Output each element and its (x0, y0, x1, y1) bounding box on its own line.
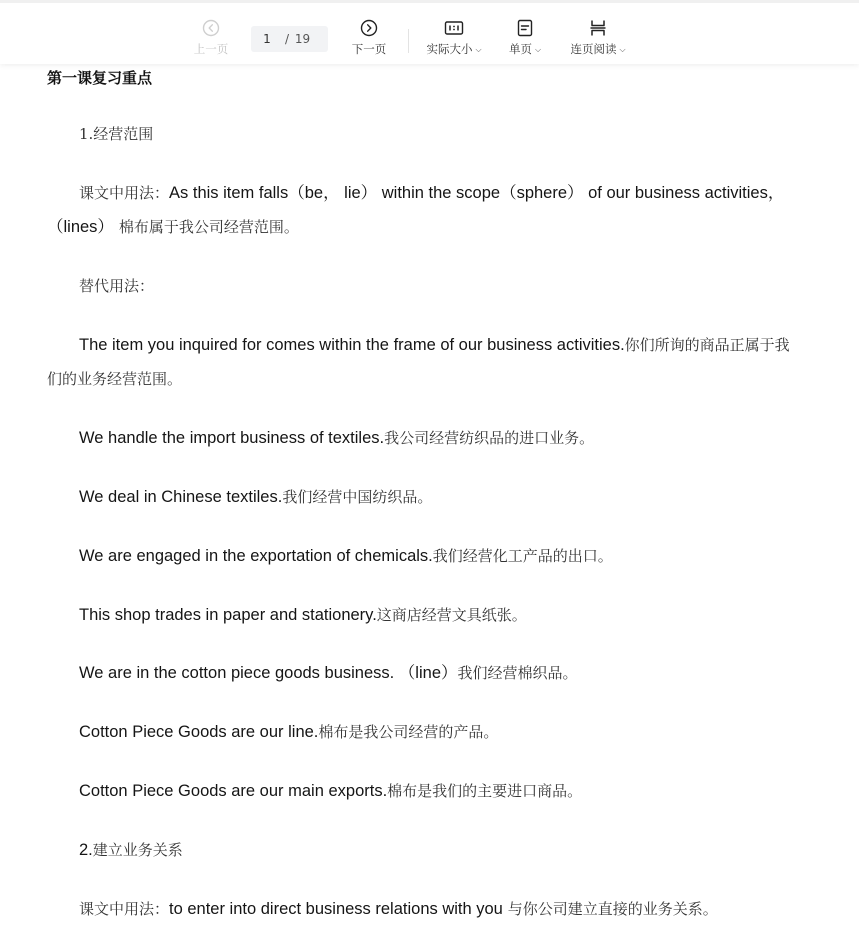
english-text: We are in the cotton piece goods business. （line） (79, 664, 458, 682)
example-sentence (47, 598, 792, 632)
chevron-right-circle-icon (360, 17, 378, 39)
page-separator: / 19 (285, 32, 311, 46)
example-sentence (47, 421, 792, 455)
chinese-text: 我们经营化工产品的出口。 (432, 547, 613, 565)
chinese-text: 与你公司建立直接的业务关系。 (507, 900, 718, 918)
chinese-text: 棉布是我公司经营的产品。 (318, 723, 499, 741)
document-page (0, 64, 859, 929)
actual-size-dropdown[interactable] (421, 17, 487, 61)
chinese-text: 你们所询的商品正属于我们的业务经营范围。 (47, 336, 790, 388)
english-text: We are engaged in the exportation of chemicals. (79, 547, 433, 565)
english-text: Cotton Piece Goods are our line. (79, 723, 319, 741)
single-page-label: 单页 (508, 42, 532, 56)
current-page-input[interactable]: 1 (263, 32, 271, 46)
actual-size-icon (444, 17, 464, 39)
continuous-reading-dropdown[interactable] (566, 17, 630, 61)
section-heading-1: 1.经营范围 (79, 125, 154, 143)
english-text: As this item falls（be， lie） within the scope（sphere） of our business activities，（lines） (47, 184, 785, 236)
english-text: We deal in Chinese textiles. (79, 488, 283, 506)
example-sentence (47, 539, 792, 573)
single-page-icon (516, 17, 534, 39)
chinese-text: 这商店经营文具纸张。 (376, 606, 527, 624)
chinese-text: 我公司经营纺织品的进口业务。 (384, 429, 595, 447)
single-page-dropdown[interactable] (505, 17, 545, 61)
english-text: Cotton Piece Goods are our main exports. (79, 782, 388, 800)
example-sentence (47, 715, 792, 749)
chinese-text: 我们经营棉织品。 (457, 664, 578, 682)
continuous-reading-label: 连页阅读 (570, 42, 617, 56)
chevron-left-circle-icon (202, 17, 220, 39)
section-heading-2: 2.建立业务关系 (79, 841, 183, 859)
textbook-usage-paragraph (47, 176, 792, 244)
usage-label: 课文中用法： (79, 900, 170, 918)
reader-toolbar (0, 0, 859, 64)
textbook-usage-paragraph (47, 892, 792, 926)
example-sentence (47, 774, 792, 808)
prev-page-label: 上一页 (193, 42, 229, 56)
english-text: This shop trades in paper and stationery. (79, 606, 377, 624)
usage-label: 课文中用法： (79, 184, 170, 202)
chinese-text: 棉布属于我公司经营范围。 (118, 218, 299, 236)
english-text: The item you inquired for comes within the frame of our business activities. (79, 336, 625, 354)
example-sentence (47, 328, 792, 396)
next-page-label: 下一页 (351, 42, 387, 56)
page-indicator (251, 26, 328, 52)
chevron-down-icon: ⌵ (619, 45, 626, 54)
example-sentence (47, 480, 792, 514)
continuous-reading-icon (589, 17, 607, 39)
chinese-text: 我们经营中国纺织品。 (282, 488, 433, 506)
alternative-usage-label: 替代用法： (79, 277, 155, 295)
chevron-down-icon: ⌵ (534, 45, 542, 54)
prev-page-button[interactable] (190, 17, 232, 61)
page-title: 第一课复习重点 (47, 69, 153, 87)
actual-size-label: 实际大小 (426, 42, 473, 56)
chinese-text: 棉布是我们的主要进口商品。 (387, 782, 583, 800)
total-pages: 19 (294, 32, 311, 46)
example-sentence (47, 656, 792, 690)
next-page-button[interactable] (349, 17, 389, 61)
chevron-down-icon: ⌵ (475, 45, 482, 54)
english-text: We handle the import business of textiles. (79, 429, 385, 447)
english-text: to enter into direct business relations with you (169, 900, 503, 918)
toolbar-divider (408, 29, 409, 53)
